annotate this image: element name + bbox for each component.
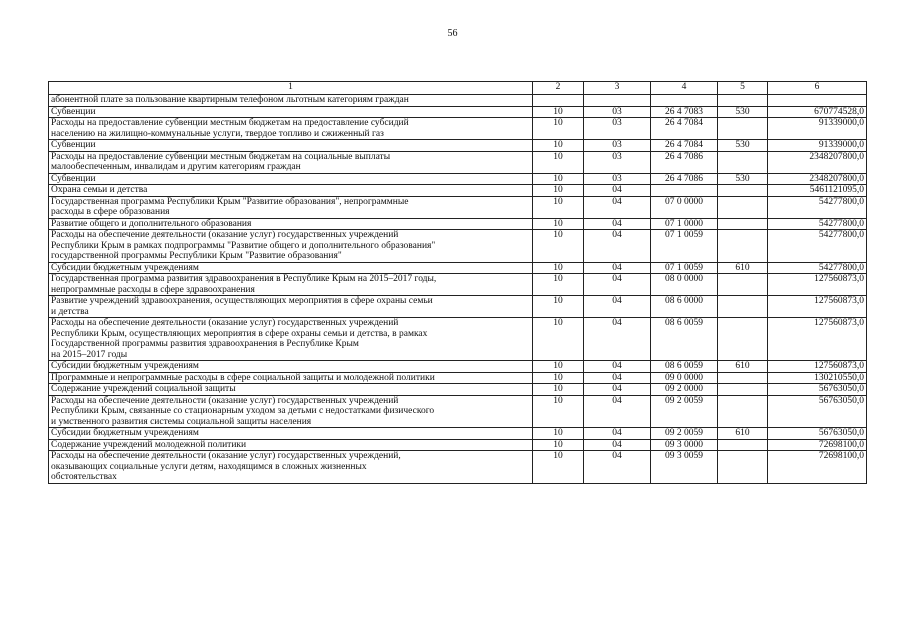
table-row [49,151,867,173]
subsection-cell: 03 [584,151,651,173]
section-cell: 10 [533,173,584,185]
target-article-cell: 09 2 0059 [651,428,718,440]
expense-type-cell [718,274,768,296]
section-cell: 10 [533,151,584,173]
expense-type-cell [718,118,768,140]
target-article-cell: 09 3 0059 [651,451,718,484]
table-row [49,218,867,230]
description-cell: Развитие общего и дополнительного образования [49,218,533,230]
header-col-3: 3 [584,82,651,95]
subsection-cell: 04 [584,318,651,361]
section-cell: 10 [533,274,584,296]
table-header [49,82,867,95]
expense-type-cell [718,318,768,361]
description-cell: Охрана семьи и детства [49,185,533,197]
header-col-5: 5 [718,82,768,95]
expense-type-cell [718,296,768,318]
subsection-cell: 03 [584,140,651,152]
amount-cell: 130210550,0 [768,372,867,384]
amount-cell: 72698100,0 [768,451,867,484]
table-row [49,451,867,484]
target-article-cell [651,185,718,197]
description-cell: Субвенции [49,173,533,185]
section-cell: 10 [533,140,584,152]
section-cell: 10 [533,262,584,274]
amount-cell: 127560873,0 [768,318,867,361]
section-cell: 10 [533,106,584,118]
amount-cell: 127560873,0 [768,361,867,373]
section-cell: 10 [533,296,584,318]
amount-cell: 56763050,0 [768,395,867,428]
header-row [49,82,867,95]
description-cell: Субвенции [49,106,533,118]
section-cell: 10 [533,395,584,428]
target-article-cell: 09 3 0000 [651,439,718,451]
subsection-cell: 04 [584,274,651,296]
expense-type-cell: 610 [718,428,768,440]
section-cell: 10 [533,439,584,451]
expense-type-cell: 530 [718,106,768,118]
expense-type-cell: 530 [718,173,768,185]
amount-cell: 54277800,0 [768,196,867,218]
expense-type-cell [718,95,768,107]
description-cell: Государственная программа Республики Крым "Развитие образования", непрограммные расходы в сфере образования [49,196,533,218]
table-row [49,118,867,140]
amount-cell: 127560873,0 [768,296,867,318]
target-article-cell: 07 1 0059 [651,230,718,263]
section-cell: 10 [533,230,584,263]
section-cell: 10 [533,451,584,484]
subsection-cell: 04 [584,218,651,230]
subsection-cell: 04 [584,428,651,440]
description-cell: абонентной плате за пользование квартирным телефоном льготным категориям граждан [49,95,533,107]
amount-cell: 72698100,0 [768,439,867,451]
target-article-cell: 26 4 7084 [651,118,718,140]
section-cell [533,95,584,107]
description-cell: Развитие учреждений здравоохранения, осуществляющих мероприятия в сфере охраны семьи и детства [49,296,533,318]
section-cell: 10 [533,361,584,373]
target-article-cell: 26 4 7083 [651,106,718,118]
table-row [49,262,867,274]
header-col-4: 4 [651,82,718,95]
table-row [49,274,867,296]
description-cell: Государственная программа развития здравоохранения в Республике Крым на 2015–2017 годы, непрограммные расходы в сфере здравоохранения [49,274,533,296]
target-article-cell: 26 4 7084 [651,140,718,152]
subsection-cell [584,95,651,107]
section-cell: 10 [533,218,584,230]
target-article-cell: 08 0 0000 [651,274,718,296]
description-cell: Содержание учреждений социальной защиты [49,384,533,396]
table-row [49,318,867,361]
target-article-cell: 08 6 0059 [651,361,718,373]
description-cell: Расходы на обеспечение деятельности (оказание услуг) государственных учреждений, оказывающих социальные услуги детям, находящимся в сложных жизненных обстоятельствах [49,451,533,484]
expense-type-cell [718,185,768,197]
description-cell: Расходы на предоставление субвенции местным бюджетам на социальные выплаты малообеспеченным, инвалидам и другим категориям граждан [49,151,533,173]
expense-type-cell [718,439,768,451]
table-row [49,439,867,451]
table-row [49,395,867,428]
table-row [49,428,867,440]
target-article-cell [651,95,718,107]
description-cell: Содержание учреждений молодежной политики [49,439,533,451]
table-row [49,384,867,396]
subsection-cell: 04 [584,185,651,197]
subsection-cell: 04 [584,296,651,318]
expense-type-cell [718,372,768,384]
subsection-cell: 04 [584,372,651,384]
expense-type-cell [718,151,768,173]
expense-type-cell [718,451,768,484]
section-cell: 10 [533,118,584,140]
description-cell: Субсидии бюджетным учреждениям [49,428,533,440]
table-body [49,95,867,484]
subsection-cell: 04 [584,451,651,484]
table-row [49,140,867,152]
subsection-cell: 04 [584,384,651,396]
subsection-cell: 04 [584,196,651,218]
description-cell: Расходы на обеспечение деятельности (оказание услуг) государственных учреждений Республики Крым в рамках подпрограммы "Развитие общего и дополнительного образования" государственной программы Республики Крым "Развитие образования" [49,230,533,263]
expense-type-cell: 610 [718,262,768,274]
table-row [49,372,867,384]
amount-cell: 54277800,0 [768,262,867,274]
section-cell: 10 [533,384,584,396]
description-cell: Субсидии бюджетным учреждениям [49,262,533,274]
amount-cell: 5461121095,0 [768,185,867,197]
target-article-cell: 07 1 0000 [651,218,718,230]
amount-cell: 54277800,0 [768,230,867,263]
target-article-cell: 26 4 7086 [651,173,718,185]
subsection-cell: 04 [584,230,651,263]
amount-cell: 91339000,0 [768,118,867,140]
header-col-6: 6 [768,82,867,95]
amount-cell: 2348207800,0 [768,151,867,173]
expense-type-cell [718,196,768,218]
section-cell: 10 [533,372,584,384]
table-row [49,230,867,263]
description-cell: Расходы на предоставление субвенции местным бюджетам на предоставление субсидий населению на жилищно-коммунальные услуги, твердое топливо и сжиженный газ [49,118,533,140]
amount-cell: 54277800,0 [768,218,867,230]
subsection-cell: 04 [584,262,651,274]
description-cell: Программные и непрограммные расходы в сфере социальной защиты и молодежной политики [49,372,533,384]
target-article-cell: 09 2 0000 [651,384,718,396]
subsection-cell: 03 [584,106,651,118]
section-cell: 10 [533,318,584,361]
expense-type-cell: 530 [718,140,768,152]
description-cell: Расходы на обеспечение деятельности (оказание услуг) государственных учреждений Республики Крым, осуществляющих мероприятия в сфере охраны семьи и детства, в рамках Государственной программы развития здравоохранения в Республике Крым на 2015–2017 годы [49,318,533,361]
subsection-cell: 03 [584,118,651,140]
table-row [49,95,867,107]
table-row [49,173,867,185]
target-article-cell: 07 1 0059 [651,262,718,274]
table-row [49,185,867,197]
description-cell: Расходы на обеспечение деятельности (оказание услуг) государственных учреждений Республики Крым, связанные со стационарным уходом за детьми с недостатками физического и умственного развития системы социальной защиты населения [49,395,533,428]
target-article-cell: 08 6 0059 [651,318,718,361]
expense-type-cell [718,395,768,428]
amount-cell: 670774528,0 [768,106,867,118]
target-article-cell: 09 0 0000 [651,372,718,384]
table-row [49,106,867,118]
description-cell: Субсидии бюджетным учреждениям [49,361,533,373]
subsection-cell: 03 [584,173,651,185]
amount-cell [768,95,867,107]
subsection-cell: 04 [584,439,651,451]
expense-type-cell: 610 [718,361,768,373]
subsection-cell: 04 [584,361,651,373]
target-article-cell: 08 6 0000 [651,296,718,318]
target-article-cell: 09 2 0059 [651,395,718,428]
amount-cell: 56763050,0 [768,428,867,440]
expense-type-cell [718,218,768,230]
page-number: 56 [447,28,458,39]
expense-type-cell [718,384,768,396]
subsection-cell: 04 [584,395,651,428]
table-row [49,296,867,318]
target-article-cell: 07 0 0000 [651,196,718,218]
header-col-1: 1 [49,82,533,95]
section-cell: 10 [533,196,584,218]
section-cell: 10 [533,428,584,440]
amount-cell: 56763050,0 [768,384,867,396]
budget-table [48,81,867,484]
header-col-2: 2 [533,82,584,95]
amount-cell: 2348207800,0 [768,173,867,185]
table-row [49,361,867,373]
target-article-cell: 26 4 7086 [651,151,718,173]
description-cell: Субвенции [49,140,533,152]
expense-type-cell [718,230,768,263]
table-row [49,196,867,218]
amount-cell: 127560873,0 [768,274,867,296]
amount-cell: 91339000,0 [768,140,867,152]
section-cell: 10 [533,185,584,197]
